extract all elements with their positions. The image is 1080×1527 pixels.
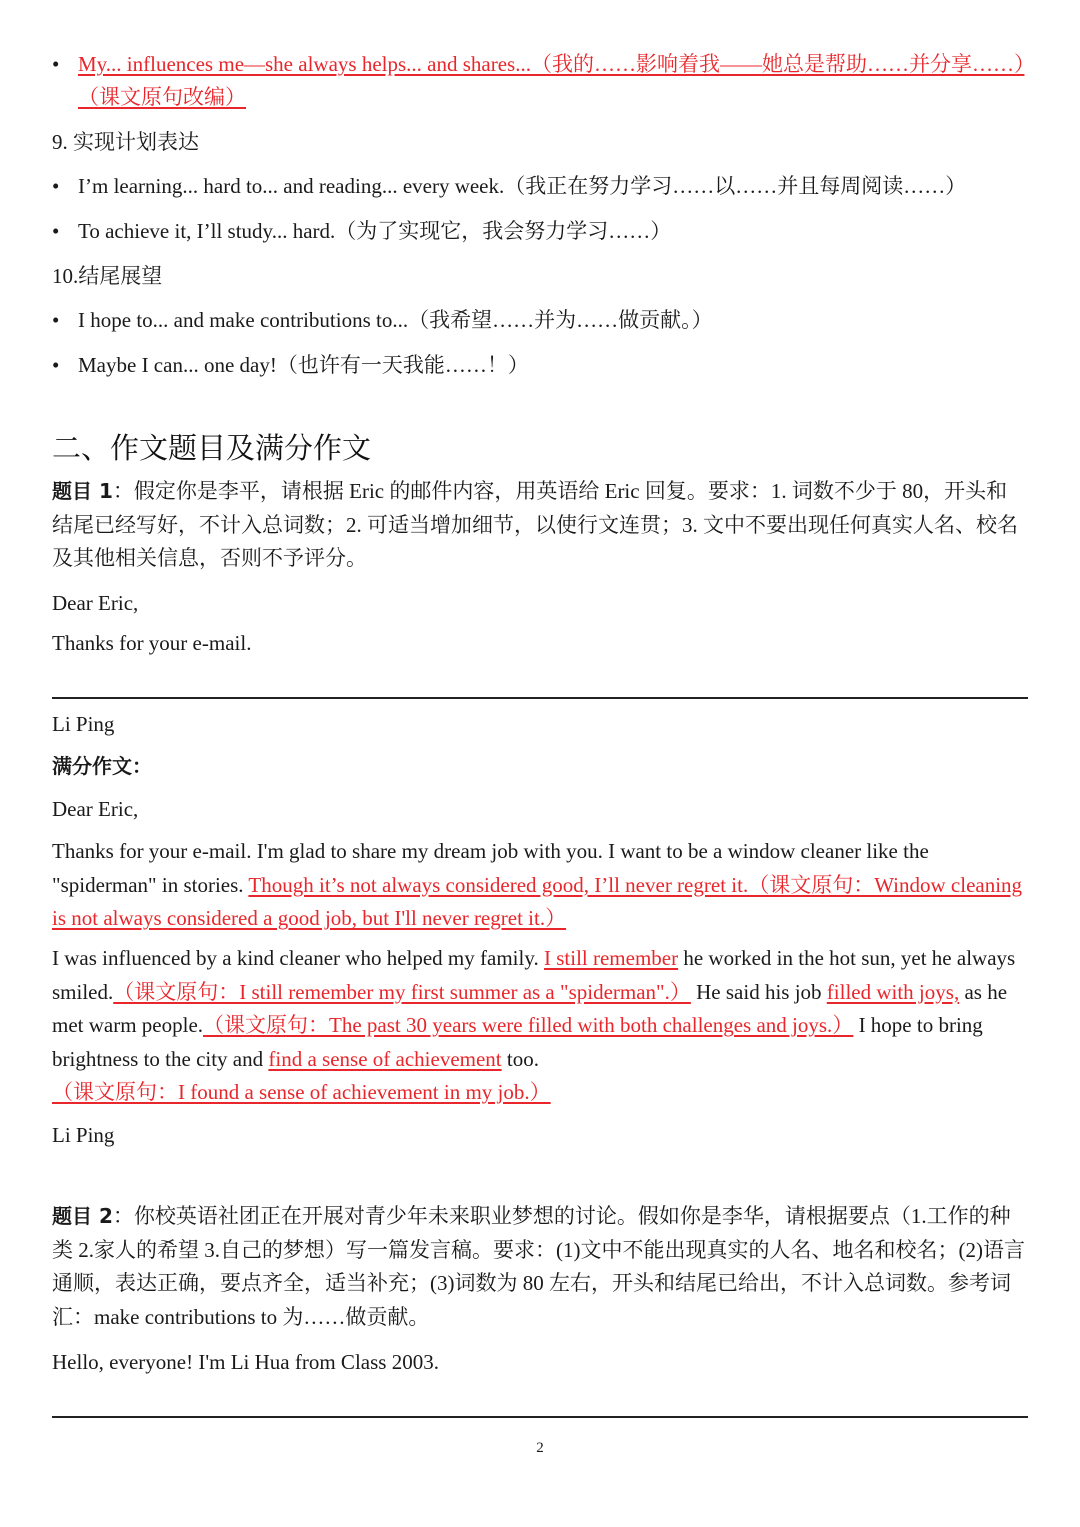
bullet-dot: • — [52, 52, 60, 76]
q2-prompt: 题目 2：你校英语社团正在开展对青少年未来职业梦想的讨论。假如你是李华，请根据要点（1.工作的种类 2.家人的希望 3.自己的梦想）写一篇发言稿。要求：(1)文中不能出现真实的人名、地名和校名；(2)语言通顺，表达正确，要点齐全，适当补充；(3)词数为 80 左右，开头和结尾已给出，不计入总词数。参考词汇：make contributions to 为……做贡献。 — [52, 1204, 1025, 1329]
page-number: 2 — [536, 1440, 544, 1456]
model-paragraph-2: I was influenced by a kind cleaner who helped my family. I still remember he worked in the hot sun, yet he always smiled.（课文原句：I still remember my first summer as a "spiderman".） He said his job filled with joys, as he met warm people.（课文原句：The past 30 years were filled with both challenges and joys.） I hope to bring brightness to the city and find a sense of achievement too.（课文原句：I found a sense of achievement in my job.） — [52, 946, 1016, 1104]
bullet-plan-1 — [52, 170, 1028, 203]
bullet-text: I hope to... and make contributions to...（我希望……并为……做贡献。） — [78, 308, 713, 332]
bullet-dot: • — [52, 174, 60, 198]
bullet-ending-2 — [52, 349, 1028, 382]
bullet-text: I’m learning... hard to... and reading... every week.（我正在努力学习……以……并且每周阅读……） — [78, 174, 967, 198]
bullet-text: My... influences me—she always helps... and shares...（我的……影响着我——她总是帮助……并分享……）（课文原句改编） — [78, 52, 1025, 109]
section-10-heading: 10.结尾展望 — [52, 264, 163, 288]
part-heading: 二、作文题目及满分作文 — [52, 431, 372, 465]
q1-opening: Thanks for your e-mail. — [52, 631, 252, 655]
bullet-text: Maybe I can... one day!（也许有一天我能……！） — [78, 353, 529, 377]
q1-label: 题目 1 — [52, 479, 113, 503]
model-greeting: Dear Eric, — [52, 797, 139, 821]
bullet-plan-2 — [52, 215, 1028, 248]
q1-signature: Li Ping — [52, 712, 115, 736]
bullet-text: To achieve it, I’ll study... hard.（为了实现它，我会努力学习……） — [78, 219, 672, 243]
writing-line — [52, 1416, 1028, 1418]
q2-label: 题目 2 — [52, 1204, 113, 1228]
model-label: 满分作文： — [52, 754, 152, 778]
section-9-heading: 9. 实现计划表达 — [52, 130, 199, 154]
quoted-original-sentence: Though it’s not always considered good, I’ll never regret it.（课文原句：Window cleaning is not always considered a good job, but I'll never regret it.） — [52, 872, 1023, 930]
q2-opening: Hello, everyone! I'm Li Hua from Class 2003. — [52, 1350, 439, 1374]
bullet-influence — [52, 48, 1028, 114]
q1-greeting: Dear Eric, — [52, 591, 139, 615]
model-signature: Li Ping — [52, 1123, 115, 1147]
bullet-dot: • — [52, 219, 60, 243]
bullet-dot: • — [52, 353, 60, 377]
model-paragraph-1: Thanks for your e-mail. I'm glad to share my dream job with you. I want to be a window cleaner like the "spiderman" in stories. Though it’s not always considered good, I’ll never regret it.（课文原句：Window cleaning is not always considered a good job, but I'll never regret it.） — [52, 839, 1023, 930]
bullet-dot: • — [52, 308, 60, 332]
writing-line — [52, 697, 1028, 699]
bullet-ending-1 — [52, 304, 1028, 337]
q1-prompt: 题目 1：假定你是李平，请根据 Eric 的邮件内容，用英语给 Eric 回复。要求：1. 词数不少于 80，开头和结尾已经写好，不计入总词数；2. 可适当增加细节，以使行文连贯；3. 文中不要出现任何真实人名、校名及其他相关信息，否则不予评分。 — [52, 479, 1018, 570]
